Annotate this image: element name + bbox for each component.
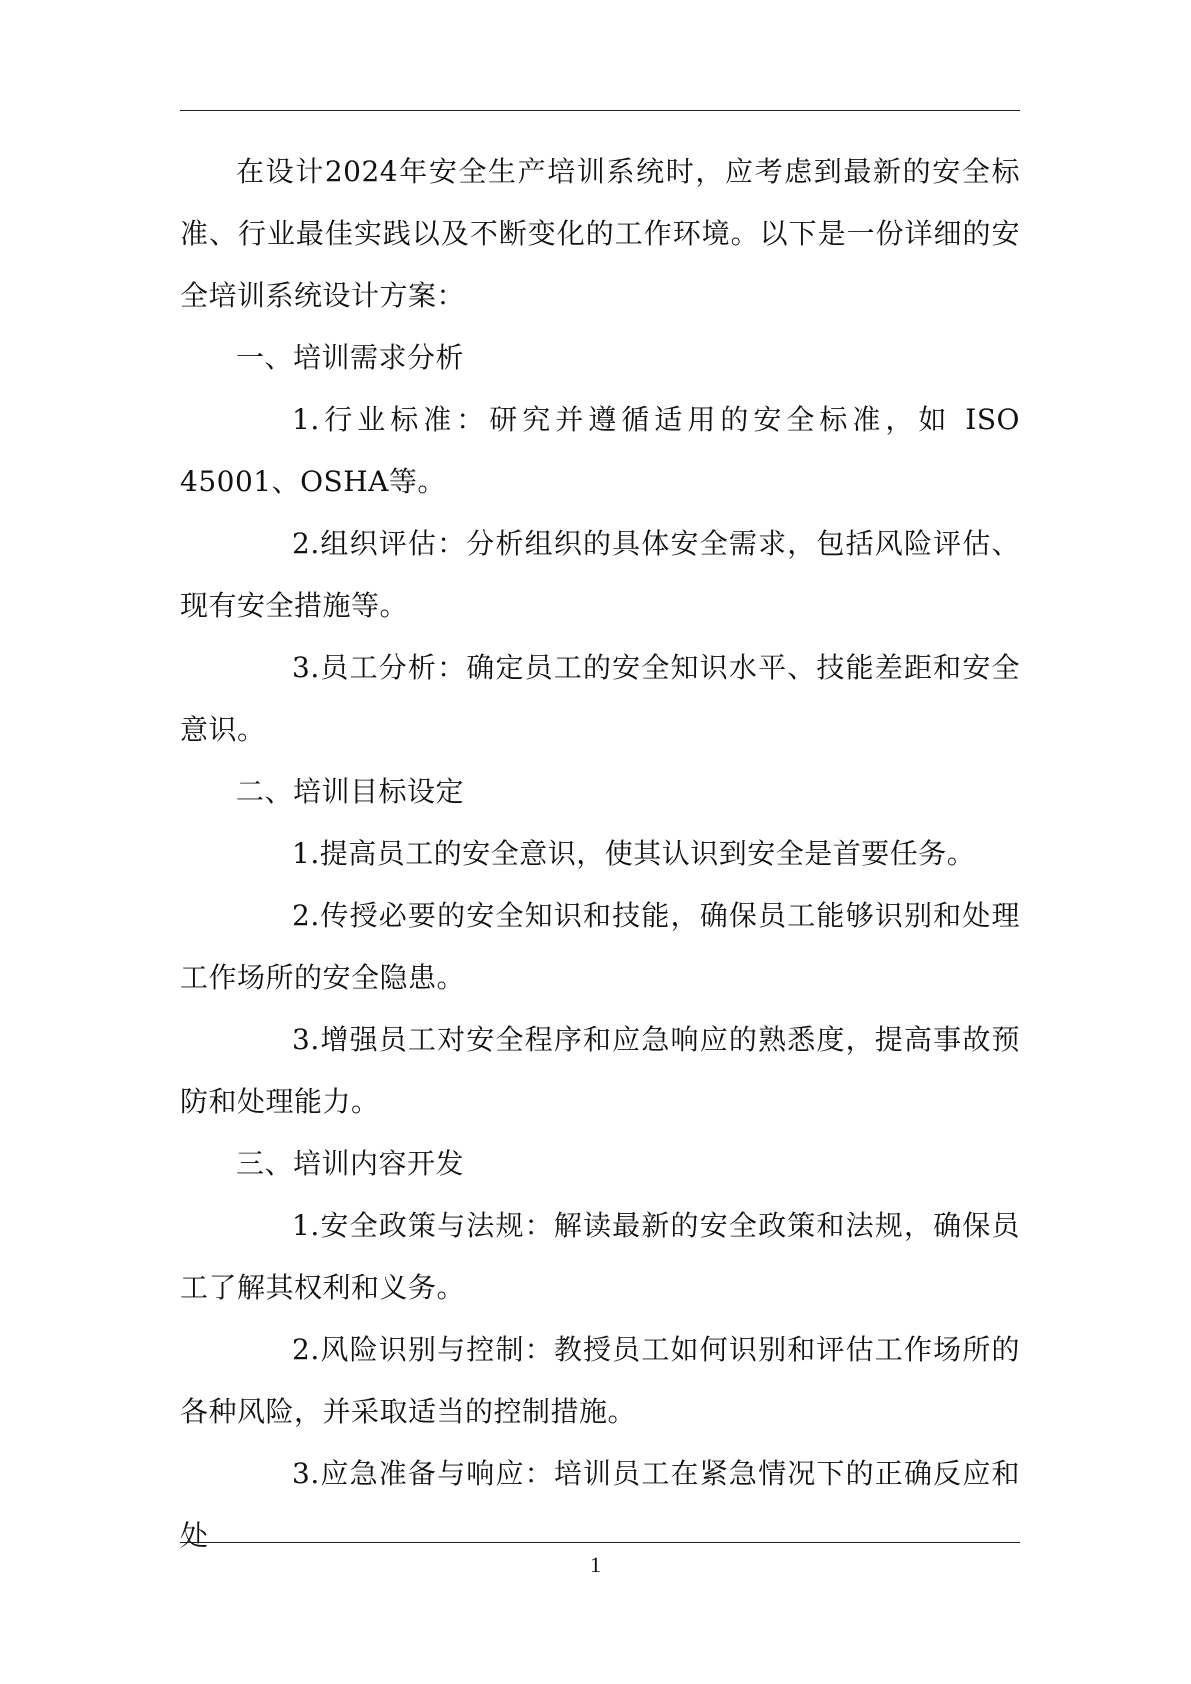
list-item: 1.提高员工的安全意识，使其认识到安全是首要任务。 [292, 837, 976, 870]
list-item: 2.风险识别与控制：教授员工如何识别和评估工作场所的各种风险，并采取适当的控制措施。 [180, 1333, 1020, 1428]
intro-paragraph: 在设计2024年安全生产培训系统时，应考虑到最新的安全标准、行业最佳实践以及不断变化的工作环境。以下是一份详细的安全培训系统设计方案： [180, 155, 1020, 312]
footer-rule [180, 1542, 1020, 1543]
section-heading-1: 一、培训需求分析 [236, 341, 465, 374]
section-heading-2: 二、培训目标设定 [236, 775, 465, 808]
list-item: 1.安全政策与法规：解读最新的安全政策和法规，确保员工了解其权利和义务。 [180, 1209, 1020, 1304]
list-item: 2.组织评估：分析组织的具体安全需求，包括风险评估、现有安全措施等。 [180, 527, 1020, 622]
list-item: 3.应急准备与响应：培训员工在紧急情况下的正确反应和处 [180, 1457, 1020, 1552]
list-item: 2.传授必要的安全知识和技能，确保员工能够识别和处理工作场所的安全隐患。 [180, 899, 1020, 994]
page-number: 1 [590, 1552, 601, 1577]
list-item: 1.行业标准：研究并遵循适用的安全标准，如 ISO 45001、OSHA等。 [180, 403, 1020, 498]
header-rule [180, 110, 1020, 111]
document-body [180, 141, 1020, 1567]
section-heading-3: 三、培训内容开发 [236, 1147, 465, 1180]
list-item: 3.员工分析：确定员工的安全知识水平、技能差距和安全意识。 [180, 651, 1020, 746]
list-item: 3.增强员工对安全程序和应急响应的熟悉度，提高事故预防和处理能力。 [180, 1023, 1020, 1118]
